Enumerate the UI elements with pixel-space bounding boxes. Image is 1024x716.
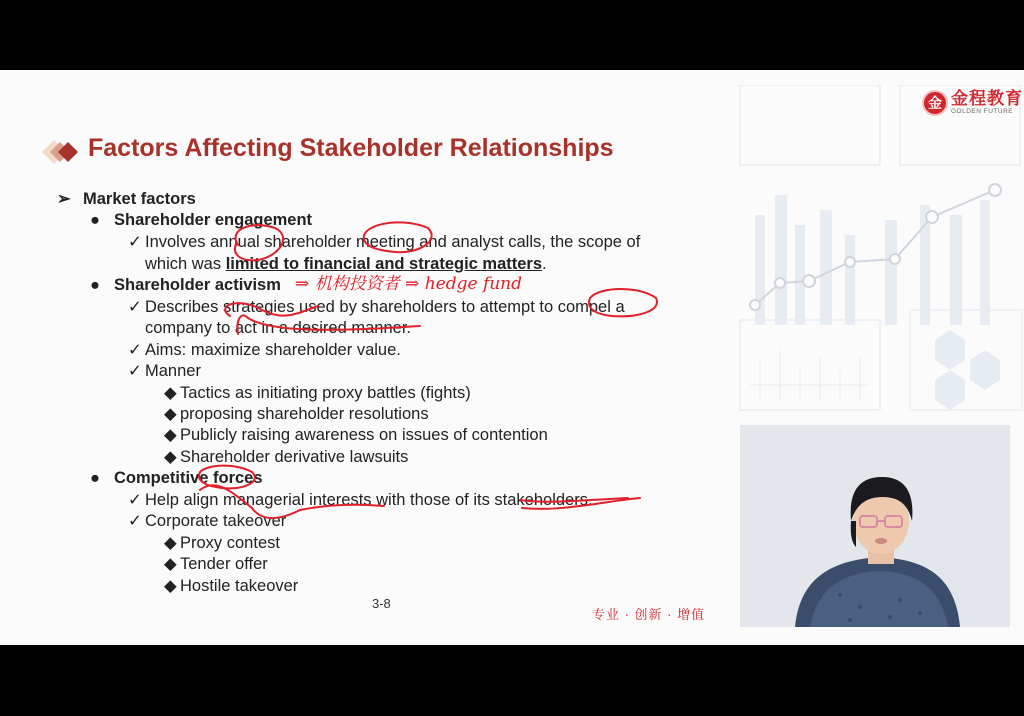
list-item xyxy=(90,275,281,295)
tactic-item: proposing shareholder resolutions xyxy=(180,405,429,423)
competitive-takeover: Corporate takeover xyxy=(145,512,287,530)
diamond-bullet-icon: ◆ xyxy=(164,426,177,444)
list-item xyxy=(164,404,429,424)
list-item xyxy=(145,318,411,338)
activism-aims: Aims: maximize shareholder value. xyxy=(145,341,401,359)
letterbox-bottom xyxy=(0,645,1024,716)
checkmark-icon: ✓ xyxy=(128,298,142,316)
checkmark-icon: ✓ xyxy=(128,233,142,251)
engagement-text-cont: which was xyxy=(145,255,226,273)
list-item xyxy=(145,254,547,274)
checkmark-icon: ✓ xyxy=(128,512,142,530)
activism-description-cont: company to act in a desired manner. xyxy=(145,319,411,337)
slide-content xyxy=(0,70,735,645)
tactic-item: Tactics as initiating proxy battles (fights) xyxy=(180,384,471,402)
checkmark-icon: ✓ xyxy=(128,362,142,380)
list-item xyxy=(128,361,201,381)
letterbox-top xyxy=(0,0,1024,70)
takeover-item: Hostile takeover xyxy=(180,577,299,595)
activism-description: Describes strategies used by shareholders to attempt to compel a xyxy=(145,298,625,316)
diamond-bullet-icon: ◆ xyxy=(164,405,177,423)
brand-logo xyxy=(922,90,1023,116)
list-item xyxy=(164,383,471,403)
dot-bullet-icon: ● xyxy=(90,211,100,229)
list-item xyxy=(128,340,401,360)
takeover-item: Tender offer xyxy=(180,555,268,573)
presenter-figure-icon xyxy=(740,425,1010,627)
engagement-text: Involves annual shareholder meeting and analyst calls, the scope of xyxy=(145,233,641,251)
period: . xyxy=(542,255,547,273)
activism-heading: Shareholder activism xyxy=(114,276,281,294)
arrowhead-bullet-icon: ➢ xyxy=(57,190,71,208)
market-factors-label: Market factors xyxy=(83,190,196,208)
list-item xyxy=(128,490,593,510)
slogan: 专业 · 创新 · 增值 xyxy=(592,607,706,622)
list-item xyxy=(164,447,408,467)
slide-title: Factors Affecting Stakeholder Relationships xyxy=(88,134,614,162)
diamond-bullet-icon: ◆ xyxy=(164,577,177,595)
slide xyxy=(0,70,1024,645)
page-number: 3-8 xyxy=(372,596,391,611)
dot-bullet-icon: ● xyxy=(90,276,100,294)
list-item xyxy=(164,533,280,553)
dot-bullet-icon: ● xyxy=(90,469,100,487)
competitive-heading: Competitive forces xyxy=(114,469,263,487)
takeover-item: Proxy contest xyxy=(180,534,280,552)
presenter-video xyxy=(740,425,1010,627)
logo-mark-icon: 金 xyxy=(922,90,948,116)
list-item xyxy=(90,210,312,230)
logo-name-en: GOLDEN FUTURE xyxy=(951,108,1014,116)
list-item xyxy=(57,189,196,209)
list-item xyxy=(164,576,298,596)
diamond-bullet-icon: ◆ xyxy=(164,555,177,573)
emphasized-text: limited to financial and strategic matters xyxy=(225,255,543,273)
list-item xyxy=(128,297,625,317)
logo-name-cn: 金程教育 xyxy=(951,89,1023,109)
handwritten-annotation: ⇒ 机构投资者 ⇒ hedge fund xyxy=(295,274,523,294)
tactic-item: Publicly raising awareness on issues of contention xyxy=(180,426,548,444)
competitive-help: Help align managerial interests with those of its stakeholders. xyxy=(145,491,593,509)
list-item xyxy=(164,425,548,445)
list-item xyxy=(128,232,640,252)
decorative-background xyxy=(735,85,1024,415)
list-item xyxy=(164,554,268,574)
diamond-bullet-icon: ◆ xyxy=(164,384,177,402)
tactic-item: Shareholder derivative lawsuits xyxy=(180,448,409,466)
activism-manner: Manner xyxy=(145,362,201,380)
list-item xyxy=(128,511,286,531)
checkmark-icon: ✓ xyxy=(128,341,142,359)
checkmark-icon: ✓ xyxy=(128,491,142,509)
diamond-bullet-icon: ◆ xyxy=(164,534,177,552)
list-item xyxy=(90,468,263,488)
diamond-bullet-icon: ◆ xyxy=(164,448,177,466)
engagement-heading: Shareholder engagement xyxy=(114,211,313,229)
